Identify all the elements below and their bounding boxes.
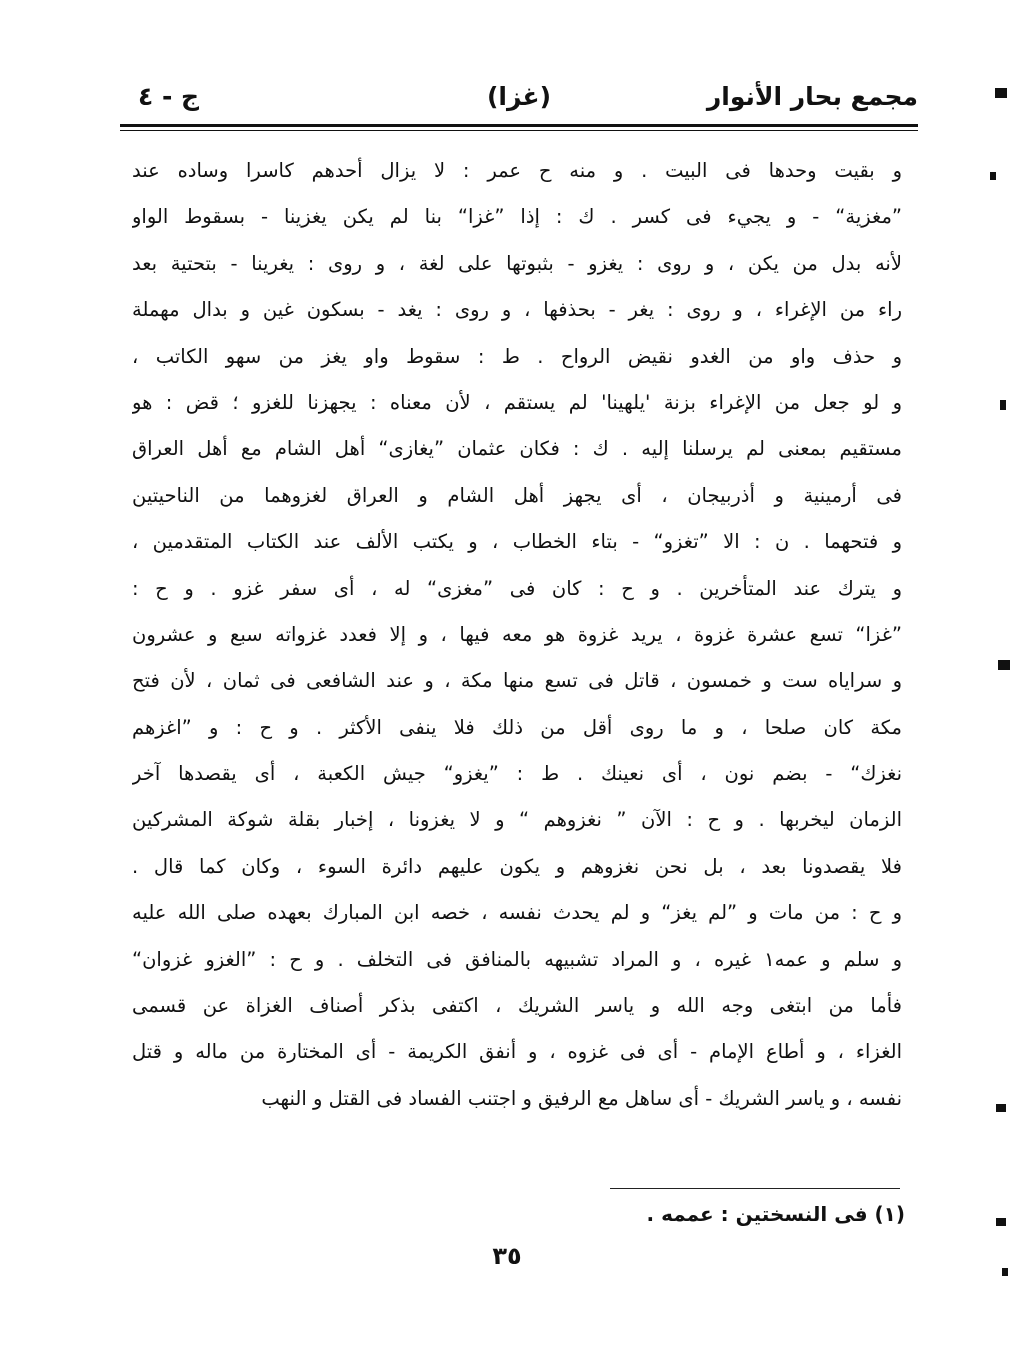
footnote-rule [610,1188,900,1189]
header-rule-thick [120,124,918,127]
text-line: فأما من ابتغى وجه الله و ياسر الشريك ، اكتفى بذكر أصناف الغزاة عن قسمى [132,994,902,1018]
page-number: ٣٥ [492,1242,522,1270]
text-line: و حذف واو من الغدو نقيض الرواح . ط : سقوط واو يغز من سهو الكاتب ، [132,344,902,368]
text-line: و لو جعل من الإغراء بزنة 'يلهينا' لم يستقم ، لأن معناه : يجهزنا للغزو ؛ قض : هو [132,390,902,414]
entry-word: (غزا) [486,82,552,111]
scan-speck [996,1104,1006,1112]
body-text [132,148,902,1122]
text-line: و سلم و عمه١ غيره ، و المراد تشبيهه بالمنافق فى التخلف . و ح : ”الغزو غزوان“ [132,947,902,971]
running-header [120,76,918,122]
text-line: مكة كان صلحا ، و ما روى أقل من ذلك فلا ينفى الأكثر . و ح : و ”اغزهم [132,715,902,739]
text-line: نفسه ، و ياسر الشريك - أى ساهل مع الرفيق و اجتنب الفساد فى القتل و النهب [261,1086,902,1110]
text-line: راء من الإغراء ، و روى : يغر - بحذفها ، و روى : يغد - بسكون غين و بدال مهملة [132,298,902,322]
book-title: مجمع بحار الأنوار [706,82,918,111]
text-line: و ح : من مات و ”لم يغز“ و لم يحدث نفسه ، خصه ابن المبارك بعهده صلى الله عليه [132,901,902,925]
scan-speck [996,1218,1006,1226]
scan-speck [1002,1268,1008,1276]
text-line: الغزاء ، و أطاع الإمام - أى فى غزوه ، و أنفق الكريمة - أى المختارة من ماله و قتل [132,1040,902,1064]
text-line: و فتحهما . ن : الا ”تغزو“ - بتاء الخطاب ، و يكتب الألف عند الكتاب المتقدمين ، [132,530,902,554]
header-rule-thin [120,130,918,131]
text-line: و سراياه ست و خمسون ، قاتل فى تسع منها مكة ، و عند الشافعى فى ثمان ، لأن فتح [132,669,902,693]
text-line: و بقيت وحدها فى البيت . و منه ح عمر : لا يزال أحدهم كاسرا وساده عند [132,159,902,182]
text-line: مستقيم بمعنى لم يرسلنا إليه . ك : فكان عثمان ”يغازى“ أهل الشام مع أهل العراق [132,437,902,461]
text-line: ”مغزية“ - و يجيء فى كسر . ك : إذا ”غزا“ بنا لم يكن يغزينا - بسقوط الواو [132,205,902,229]
text-line: نغزك“ - بضم نون ، أى نعينك . ط : ”يغزو“ جيش الكعبة ، أى يقصدها آخر [132,762,902,786]
text-line: فلا يقصدونا بعد ، بل نحن نغزوهم و يكون عليهم دائرة السوء ، وكان كما قال . [132,854,902,878]
text-line: فى أرمينية و أذربيجان ، أى يجهز أهل الشام و العراق لغزوهما من الناحيتين [132,483,902,507]
scan-speck [998,660,1010,670]
scan-speck [1000,400,1006,410]
text-line: و يترك عند المتأخرين . و ح : كان فى ”مغزى“ له ، أى سفر غزو . و ح : [132,576,902,600]
text-line: لأنه بدل من يكن ، و روى : يغزو - بثبوتها على لغة ، و روى : يغرينا - بتحتية بعد [132,251,902,275]
volume-number: ج - ٤ [138,82,200,111]
text-line: ”غزا“ تسع عشرة غزوة ، يريد غزوة هو معه فيها ، و إلا فعدد غزواته سبع و عشرون [132,622,902,646]
scan-speck [995,88,1007,98]
scan-speck [990,172,996,180]
text-line: الزمان ليخربها . و ح : الآن ” نغزوهم “ و لا يغزونا ، إخبار بقلة شوكة المشركين [132,808,902,832]
footnote: (١) فى النسختين : عممه . [646,1202,905,1226]
